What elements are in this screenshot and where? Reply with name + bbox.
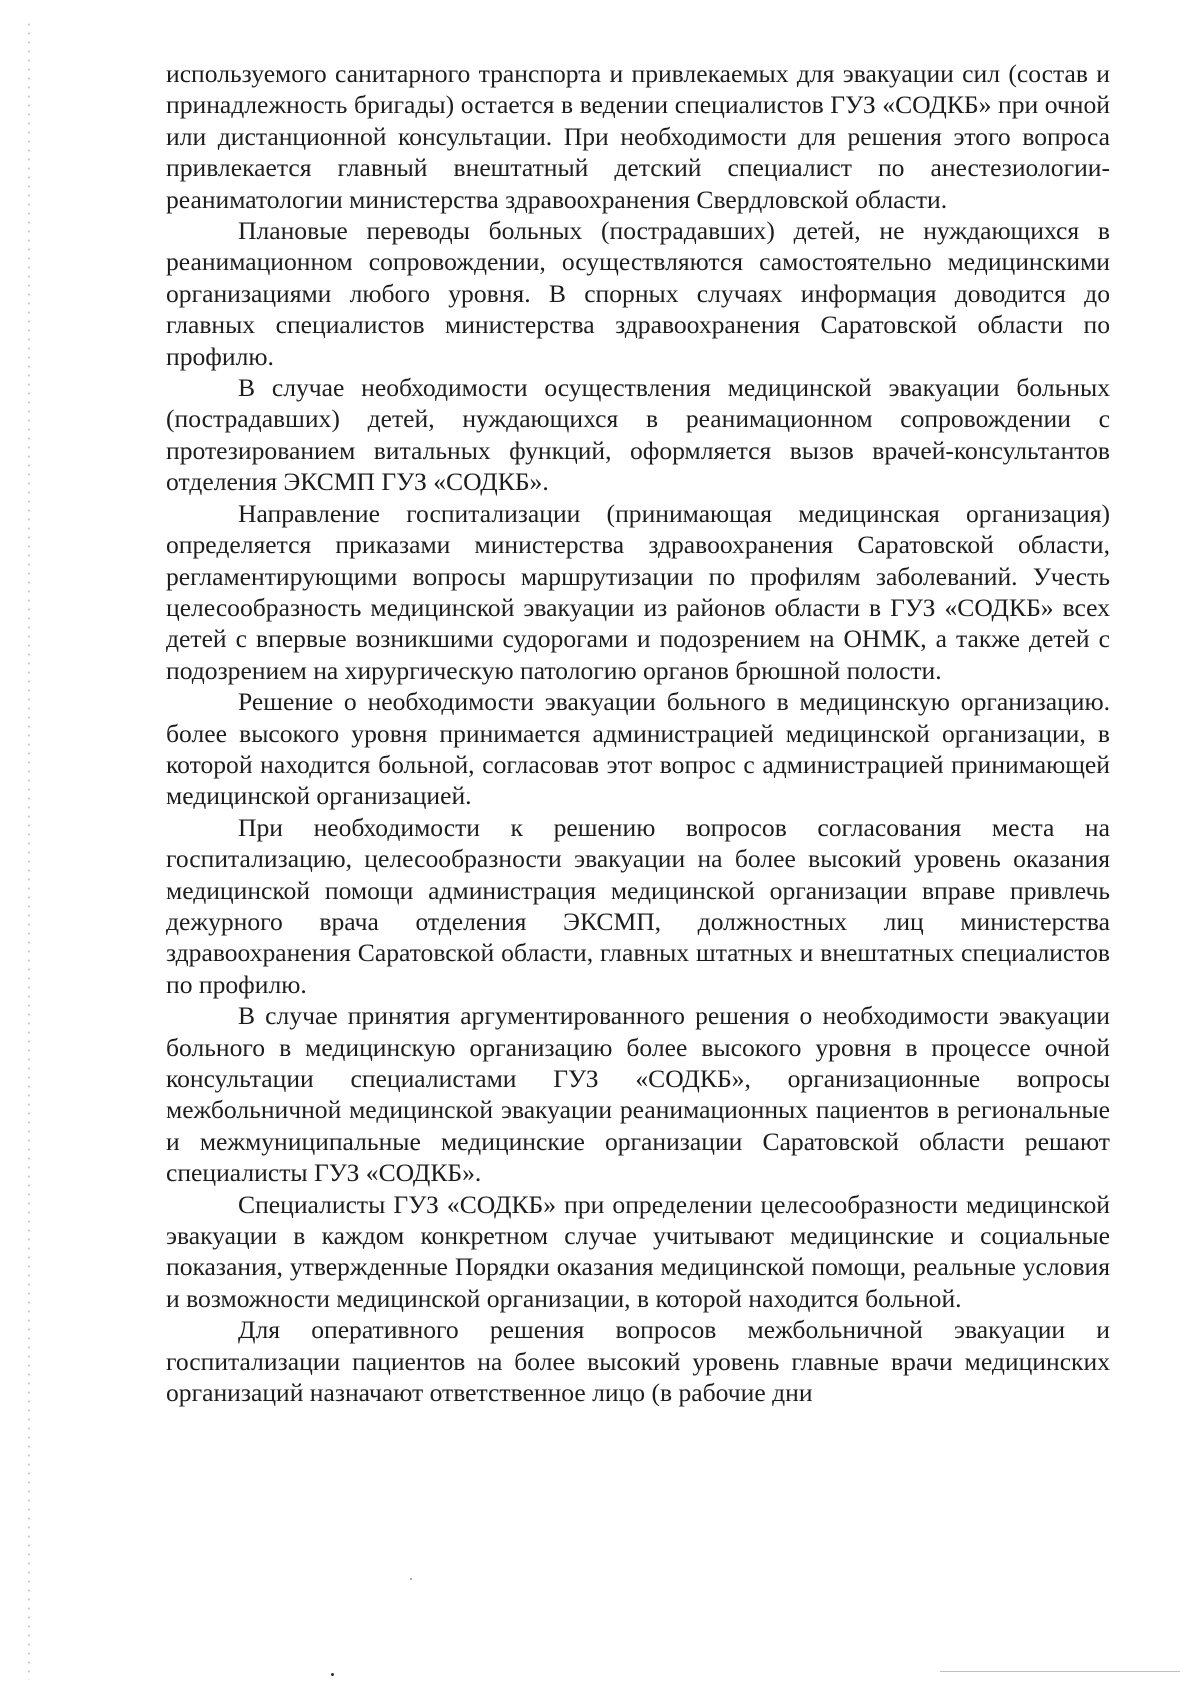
paragraph-planned-transfers: Плановые переводы больных (пострадавших) детей, не нуждающихся в реанимационном сопровождении, осуществляются самостоятельно медицинскими организациями любого уровня. В спорных случаях информация доводится до главных специалистов министерства здравоохранения Саратовской области по профилю. [166,216,1110,371]
paragraph-coordination: При необходимости к решению вопросов согласования места на госпитализацию, целесообразности эвакуации на более высокий уровень оказания медицинской помощи администрация медицинской организации вправе привлечь дежурного врача отделения ЭКСМП, должностных лиц министерства здравоохранения Саратовской области, главных штатных и внештатных специалистов по профилю. [166,812,1110,999]
paragraph-hospitalization-direction: Направление госпитализации (принимающая медицинская организация) определяется приказами министерства здравоохранения Саратовской области, регламентирующими вопросы маршрутизации по профилям заболеваний. Учесть целесообразность медицинской эвакуации из районов области в ГУЗ «СОДКБ» всех детей с впервые возникшими судорогами и подозрением на ОНМК, а также детей с подозрением на хирургическую патологию органов брюшной полости. [166,498,1110,685]
paragraph-responsible-person: Для оперативного решения вопросов межбольничной эвакуации и госпитализации пациентов на более высокий уровень главные врачи медицинских организаций назначают ответственное лицо (в рабочие дни [166,1315,1110,1408]
paragraph-evacuation-call: В случае необходимости осуществления медицинской эвакуации больных (пострадавших) детей, нуждающихся в реанимационном сопровождении с протезированием витальных функций, оформляется вызов врачей-консультантов отделения ЭКСМП ГУЗ «СОДКБ». [166,373,1110,497]
document-body [166,58,1110,1408]
footer-rule [940,1671,1180,1672]
paragraph-evacuation-decision: Решение о необходимости эвакуации больного в медицинскую организацию. более высокого уровня принимается администрацией медицинской организации, в которой находится больной, согласовав этот вопрос с администрацией принимающей медицинской организацией. [166,687,1110,811]
scan-speck [410,1578,412,1580]
binding-edge-marks [26,20,32,1680]
scan-speck [331,1673,334,1676]
paragraph-reasoned-decision: В случае принятия аргументированного решения о необходимости эвакуации больного в медицинскую организацию более высокого уровня в процессе очной консультации специалистами ГУЗ «СОДКБ», организационные вопросы межбольничной медицинской эвакуации реанимационных пациентов в региональные и межмуниципальные медицинские организации Саратовской области решают специалисты ГУЗ «СОДКБ». [166,1001,1110,1188]
paragraph-continuation: используемого санитарного транспорта и привлекаемых для эвакуации сил (состав и принадлежность бригады) остается в ведении специалистов ГУЗ «СОДКБ» при очной или дистанционной консультации. При необходимости для решения этого вопроса привлекается главный внештатный детский специалист по анестезиологии-реаниматологии министерства здравоохранения Свердловской области. [166,59,1110,214]
paragraph-specialists-criteria: Специалисты ГУЗ «СОДКБ» при определении целесообразности медицинской эвакуации в каждом конкретном случае учитывают медицинские и социальные показания, утвержденные Порядки оказания медицинской помощи, реальные условия и возможности медицинской организации, в которой находится больной. [166,1189,1110,1313]
